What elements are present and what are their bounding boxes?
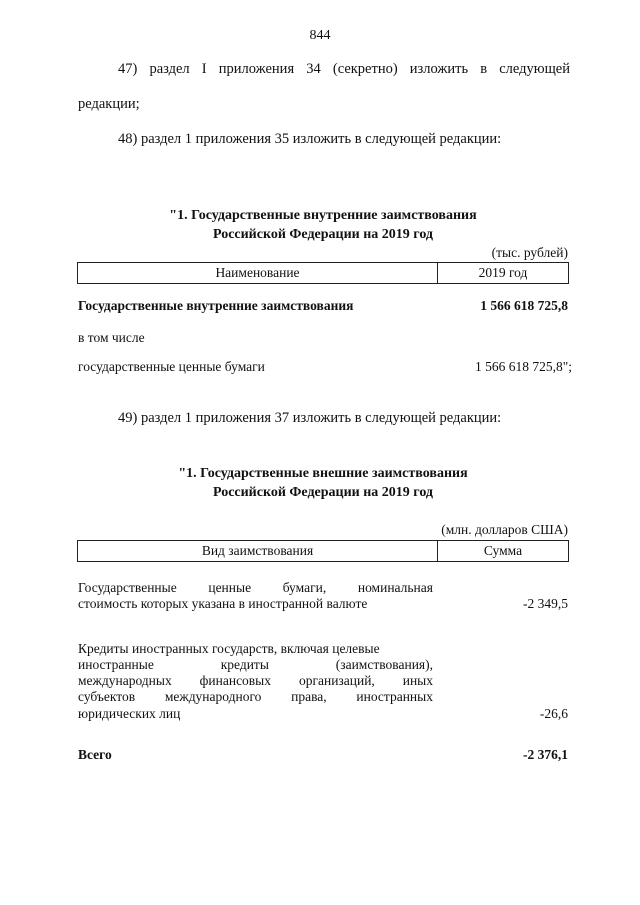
table2-row-2-line-5: юридических лиц bbox=[78, 706, 181, 721]
table1-title-line-1: "1. Государственные внутренние заимствования bbox=[169, 208, 477, 223]
word: финансовых bbox=[199, 673, 272, 688]
item-47-line-1 bbox=[118, 61, 570, 78]
word: раздел bbox=[149, 61, 190, 77]
table1-col-name: Наименование bbox=[78, 263, 438, 284]
word: 34 bbox=[306, 61, 321, 77]
table1-row-3-value: 1 566 618 725,8"; bbox=[474, 359, 572, 374]
table1-col-year: 2019 год bbox=[438, 263, 569, 284]
table2-title bbox=[78, 464, 568, 502]
item-47-line-2: редакции; bbox=[78, 96, 140, 112]
word: бумаги, bbox=[282, 580, 327, 595]
table2-col-type: Вид заимствования bbox=[78, 541, 438, 562]
table1-header bbox=[77, 262, 569, 284]
table2-row-2-line-4 bbox=[78, 689, 433, 705]
table1-title bbox=[78, 206, 568, 244]
table2-header bbox=[77, 540, 569, 562]
table2-row-1-line-2: стоимость которых указана в иностранной валюте bbox=[78, 596, 368, 611]
word: 47) bbox=[118, 61, 138, 77]
word: следующей bbox=[499, 61, 570, 77]
word: иностранных bbox=[356, 689, 433, 704]
table2-unit: (млн. долларов США) bbox=[441, 522, 568, 537]
word: иностранные bbox=[78, 657, 154, 672]
item-48: 48) раздел 1 приложения 35 изложить в следующей редакции: bbox=[118, 131, 502, 147]
table2-row-1-value: -2 349,5 bbox=[523, 596, 568, 611]
word: организаций, bbox=[298, 673, 375, 688]
word: приложения bbox=[218, 61, 295, 77]
word: иных bbox=[402, 673, 433, 688]
table1-row-1-value: 1 566 618 725,8 bbox=[480, 298, 568, 313]
table2-row-2-line-2 bbox=[78, 657, 433, 673]
table2-total-value: -2 376,1 bbox=[523, 747, 568, 762]
table1-row-3-label: государственные ценные бумаги bbox=[78, 359, 265, 374]
table1-row-1-label: Государственные внутренние заимствования bbox=[78, 298, 354, 313]
table2-row-1-line-1 bbox=[78, 580, 433, 596]
table2-row-2-line-3 bbox=[78, 673, 433, 689]
word: изложить bbox=[409, 61, 469, 77]
word: международного bbox=[164, 689, 262, 704]
word: I bbox=[201, 61, 207, 77]
table2-row-2-value: -26,6 bbox=[539, 706, 568, 721]
table1-unit: (тыс. рублей) bbox=[491, 245, 568, 260]
word: права, bbox=[291, 689, 327, 704]
table1-title-line-2: Российской Федерации на 2019 год bbox=[212, 227, 433, 242]
table2-title-line-2: Российской Федерации на 2019 год bbox=[212, 485, 433, 500]
word: кредиты bbox=[220, 657, 269, 672]
page-number: 844 bbox=[309, 28, 331, 43]
table2-title-line-1: "1. Государственные внешние заимствования bbox=[178, 466, 468, 481]
word: (заимствования), bbox=[335, 657, 433, 672]
word: номинальная bbox=[357, 580, 433, 595]
table2-row-2-line-1: Кредиты иностранных государств, включая целевые bbox=[78, 641, 380, 656]
table1-row-2-label: в том числе bbox=[78, 330, 145, 345]
word: субъектов bbox=[78, 689, 136, 704]
item-49: 49) раздел 1 приложения 37 изложить в следующей редакции: bbox=[118, 410, 502, 426]
word: в bbox=[480, 61, 488, 77]
table2-total-label: Всего bbox=[78, 747, 112, 762]
table2-col-sum: Сумма bbox=[438, 541, 569, 562]
word: международных bbox=[78, 673, 172, 688]
word: ценные bbox=[208, 580, 252, 595]
word: (секретно) bbox=[332, 61, 398, 77]
word: Государственные bbox=[78, 580, 177, 595]
